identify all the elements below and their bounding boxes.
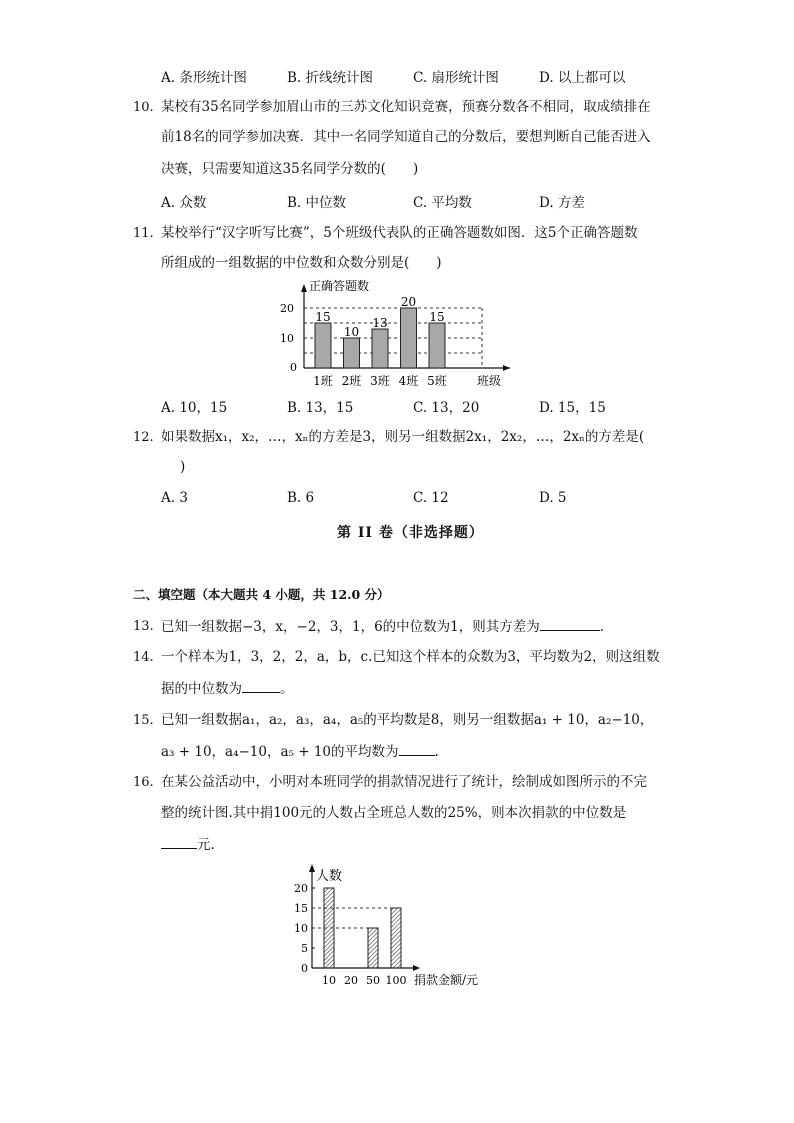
bar-1 [315, 323, 331, 368]
q16-number: 16. [133, 775, 154, 790]
q11-option-c: C. 13，20 [413, 400, 480, 416]
y-tick-10: 10 [280, 332, 294, 345]
y-axis-label: 正确答题数 [309, 279, 370, 293]
x-axis-label: 班级 [477, 374, 502, 388]
q16-line-1: 在某公益活动中，小明对本班同学的捐款情况进行了统计，绘制成如图所示的不完 [161, 774, 647, 790]
y-tick-20: 20 [280, 302, 294, 315]
part-two-title: 第 II 卷（非选择题） [337, 525, 484, 541]
fill-blank-section-heading: 二、填空题（本大题共 4 小题，共 12.0 分） [133, 587, 390, 602]
bar-4 [401, 308, 417, 368]
bar-10 [324, 888, 334, 968]
category-label-50: 50 [366, 974, 380, 987]
q15-line-2 [161, 741, 439, 762]
q14-text-before: 据的中位数为 [161, 681, 242, 697]
q15-text-after: . [434, 744, 439, 760]
q13-text-after: . [599, 619, 605, 635]
q10-line-3: 决赛，只需要知道这35名同学分数的( ) [161, 161, 419, 177]
q16-line-2: 整的统计图.其中捐100元的人数占全班总人数的25%，则本次捐款的中位数是 [161, 805, 627, 821]
x-axis-label: 捐款金额/元 [414, 973, 479, 987]
y-axis-label: 人数 [316, 869, 343, 884]
q10-option-a: A. 众数 [161, 195, 207, 211]
q12-option-d: D. 5 [539, 490, 567, 506]
y-tick-15: 15 [294, 902, 308, 915]
category-label-1: 1班 [313, 374, 333, 388]
q15-text-before: a₃ + 10，a₄−10，a₅ + 10的平均数为 [161, 744, 399, 760]
q10-option-c: C. 平均数 [413, 195, 472, 211]
q13-number: 13. [133, 619, 154, 634]
bar-5 [429, 323, 445, 368]
q11-number: 11. [133, 226, 154, 241]
q10-number: 10. [133, 100, 154, 115]
data-label-4: 20 [400, 295, 417, 309]
y-tick-10: 10 [294, 922, 308, 935]
q11-option-d: D. 15，15 [539, 400, 606, 416]
q9-option-c: C. 扇形统计图 [413, 70, 499, 86]
category-label-5: 5班 [427, 374, 447, 388]
q14-line-1: 一个样本为1，3，2，2，a，b，c.已知这个样本的众数为3，平均数为2，则这组数 [161, 649, 660, 665]
q16-answer-blank[interactable] [161, 834, 197, 849]
q12-option-c: C. 12 [413, 490, 449, 506]
q9-option-d: D. 以上都可以 [539, 70, 626, 86]
q10-line-1: 某校有35名同学参加眉山市的三苏文化知识竞赛，预赛分数各不相同，取成绩排在 [161, 99, 651, 115]
category-label-20: 20 [344, 974, 358, 987]
q14-text-after: 。 [280, 681, 294, 697]
q10-option-d: D. 方差 [539, 195, 585, 211]
category-label-4: 4班 [398, 374, 419, 388]
bar-2 [344, 338, 360, 368]
q12-line-1: 如果数据x₁，x₂，…，xₙ的方差是3，则另一组数据2x₁，2x₂，…，2xₙ的方差是( [161, 429, 645, 445]
donation-amount-chart [284, 860, 514, 990]
q11-option-a: A. 10，15 [161, 400, 228, 416]
q14-line-2 [161, 678, 294, 699]
category-label-2: 2班 [341, 374, 362, 388]
q12-number: 12. [133, 430, 154, 445]
q10-line-2: 前18名的同学参加决赛．其中一名同学知道自己的分数后，要想判断自己能否进入 [161, 129, 651, 145]
data-label-2: 10 [343, 325, 360, 339]
q16-line-3 [161, 834, 215, 855]
bar-100 [391, 908, 401, 968]
q9-option-a: A. 条形统计图 [161, 70, 247, 86]
y-tick-5: 5 [301, 942, 308, 955]
x-axis-arrow [503, 365, 510, 371]
q13-text [161, 616, 604, 637]
category-label-100: 100 [385, 974, 407, 987]
class-correct-answers-chart [274, 276, 524, 391]
q14-answer-blank[interactable] [242, 678, 280, 693]
q11-line-1: 某校举行“汉字听写比赛”，5个班级代表队的正确答题数如图．这5个正确答题数 [161, 225, 638, 241]
q12-option-b: B. 6 [287, 490, 315, 506]
q15-number: 15. [133, 713, 154, 728]
q15-answer-blank[interactable] [399, 741, 435, 756]
q15-line-1: 已知一组数据a₁，a₂，a₃，a₄，a₅的平均数是8，则另一组数据a₁ + 10，a₂−10， [161, 712, 654, 728]
y-tick-20: 20 [294, 882, 308, 895]
bar-3 [372, 329, 388, 368]
q9-option-b: B. 折线统计图 [287, 70, 374, 86]
q16-text-after: 元. [197, 837, 215, 853]
x-axis-arrow [413, 965, 420, 971]
q11-option-b: B. 13，15 [287, 400, 354, 416]
y-axis-arrow [301, 284, 307, 292]
q12-line-2: ) [180, 459, 186, 475]
data-label-1: 15 [315, 310, 331, 324]
y-axis-arrow [309, 864, 315, 872]
q12-option-a: A. 3 [161, 490, 188, 506]
bar-50 [368, 928, 378, 968]
y-tick-0: 0 [301, 962, 308, 975]
q13-answer-blank[interactable] [540, 616, 600, 631]
q10-option-b: B. 中位数 [287, 195, 347, 211]
data-label-3: 13 [372, 316, 388, 330]
q11-line-2: 所组成的一组数据的中位数和众数分别是( ) [161, 255, 442, 271]
y-tick-0: 0 [290, 361, 297, 374]
q13-text-before: 已知一组数据−3，x，−2，3，1，6的中位数为1，则其方差为 [161, 619, 540, 635]
category-label-3: 3班 [370, 374, 390, 388]
data-label-5: 15 [429, 310, 445, 324]
category-label-10: 10 [322, 974, 336, 987]
q14-number: 14. [133, 650, 154, 665]
